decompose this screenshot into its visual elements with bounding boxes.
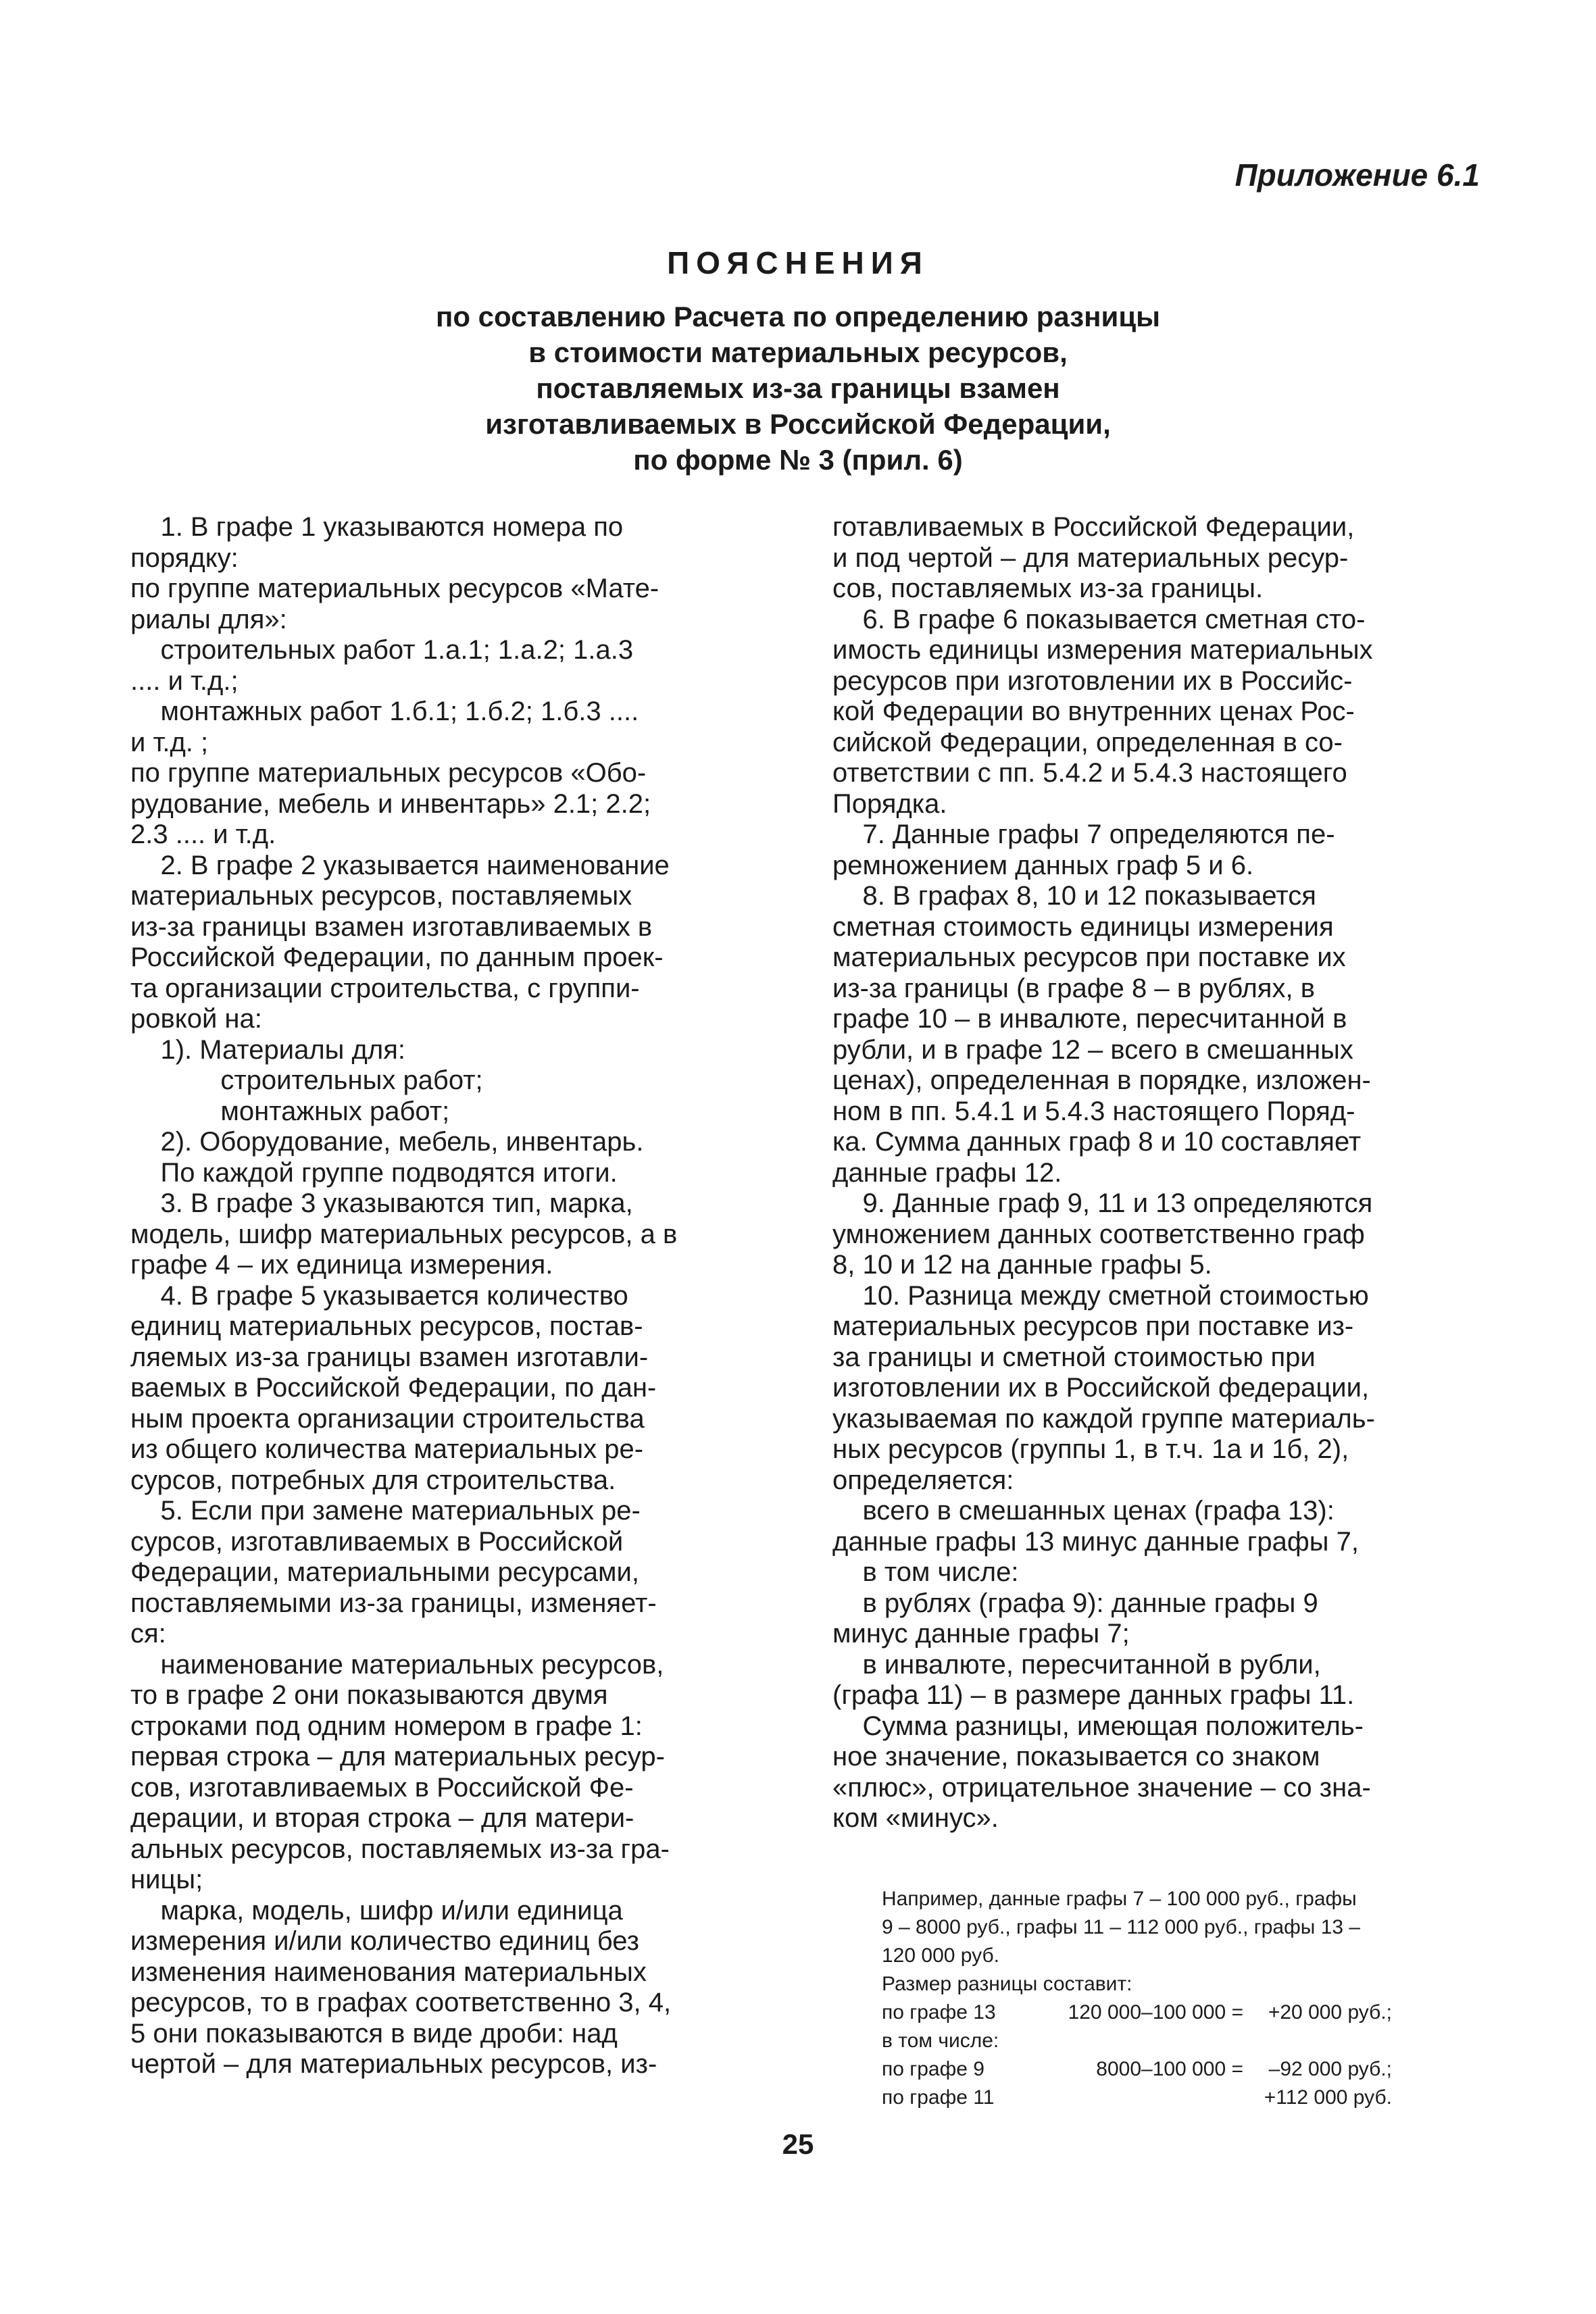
text-line: 9. Данные граф 9, 11 и 13 определяются: [832, 1188, 1373, 1218]
text-line: единиц материальных ресурсов, постав-: [130, 1311, 643, 1341]
text-line: и т.д. ;: [130, 727, 209, 757]
subtitle: [0, 299, 1596, 478]
text-line: дерации, и вторая строка – для матери-: [130, 1803, 634, 1833]
text-line: риалы для»:: [130, 604, 287, 634]
text-line: 4. В графе 5 указывается количество: [130, 1280, 628, 1311]
text-line: Федерации, материальными ресурсами,: [130, 1557, 639, 1587]
subtitle-line: в стоимости материальных ресурсов,: [528, 336, 1068, 368]
text-line: ных ресурсов (группы 1, в т.ч. 1а и 1б, 2),: [832, 1434, 1349, 1464]
calc-row-11: [882, 2084, 1490, 2112]
text-line: ресурсов, то в графах соответственно 3, 4,: [130, 1988, 672, 2017]
text-line: сурсов, потребных для строительства.: [130, 1465, 616, 1495]
text-line: сов, поставляемых из-за границы.: [832, 574, 1264, 603]
text-line: готавливаемых в Российской Федерации,: [832, 512, 1355, 542]
text-line: ваемых в Российской Федерации, по дан-: [130, 1373, 657, 1403]
example-block: [882, 1885, 1490, 2112]
text-line: рудование, мебель и инвентарь» 2.1; 2.2;: [130, 788, 651, 819]
example-line: 9 – 8000 руб., графы 11 – 112 000 руб., графы 13 –: [882, 1916, 1361, 1938]
text-line: 2). Оборудование, мебель, инвентарь.: [130, 1127, 644, 1157]
text-line: .... и т.д.;: [130, 665, 239, 696]
page-title: ПОЯСНЕНИЯ: [667, 245, 929, 280]
subtitle-line: по составлению Расчета по определению разницы: [435, 301, 1161, 332]
text-line: ремножением данных граф 5 и 6.: [832, 850, 1254, 880]
text-line: строками под одним номером в графе 1:: [130, 1711, 643, 1741]
text-line: монтажных работ 1.б.1; 1.б.2; 1.б.3 ....: [130, 697, 639, 726]
calc-result: +112 000 руб.: [1264, 2086, 1392, 2109]
text-line: то в графе 2 они показываются двумя: [130, 1680, 608, 1710]
text-line: поставляемыми из-за границы, изменяет-: [130, 1588, 657, 1618]
subtitle-line: изготавливаемых в Российской Федерации,: [485, 408, 1111, 440]
text-line: определяется:: [832, 1465, 1014, 1495]
text-line: сийской Федерации, определенная в со-: [832, 727, 1343, 757]
text-line: из-за границы взамен изготавливаемых в: [130, 911, 653, 942]
text-line: измерения и/или количество единиц без: [130, 1926, 639, 1956]
text-line: По каждой группе подводятся итоги.: [130, 1157, 618, 1188]
text-line: материальных ресурсов при поставке из-: [832, 1311, 1354, 1341]
text-line: ницы;: [130, 1865, 203, 1894]
text-line: 2. В графе 2 указывается наименование: [130, 850, 670, 880]
text-line: наименование материальных ресурсов,: [130, 1649, 664, 1680]
example-result-intro: Размер разницы составит:: [882, 1973, 1132, 1995]
text-line: 5. Если при замене материальных ре-: [130, 1496, 641, 1526]
text-line: из общего количества материальных ре-: [130, 1434, 644, 1464]
text-line: марка, модель, шифр и/или единица: [130, 1895, 623, 1926]
text-line: Сумма разницы, имеющая положитель-: [832, 1711, 1364, 1741]
subtitle-line: поставляемых из-за границы взамен: [536, 372, 1060, 404]
text-line: сов, изготавливаемых в Российской Фе-: [130, 1772, 634, 1803]
text-line: та организации строительства, с группи-: [130, 973, 640, 1003]
text-line: монтажных работ;: [130, 1096, 450, 1126]
calc-label: по графе 13: [882, 2001, 996, 2023]
example-line: 120 000 руб.: [882, 1944, 999, 1967]
example-in-total: в том числе:: [882, 2030, 999, 2052]
text-line: данные графы 13 минус данные графы 7,: [832, 1526, 1360, 1557]
text-line: ка. Сумма данных граф 8 и 10 составляет: [832, 1127, 1362, 1157]
text-line: по группе материальных ресурсов «Мате-: [130, 574, 659, 603]
calc-row-9: [882, 2055, 1490, 2084]
right-column: [832, 512, 1474, 1834]
text-line: ляемых из-за границы взамен изготавли-: [130, 1342, 649, 1372]
text-line: указываемая по каждой группе материаль-: [832, 1403, 1375, 1434]
text-line: ровкой на:: [130, 1004, 262, 1034]
text-line: строительных работ 1.а.1; 1.а.2; 1.а.3: [130, 635, 634, 665]
text-line: ком «минус».: [832, 1803, 999, 1833]
text-line: 5 они показываются в виде дроби: над: [130, 2018, 618, 2048]
text-line: 8. В графах 8, 10 и 12 показывается: [832, 881, 1316, 911]
text-line: изготовлении их в Российской федерации,: [832, 1373, 1370, 1403]
calc-label: по графе 11: [882, 2086, 995, 2109]
calc-result: –92 000 руб.;: [1268, 2058, 1392, 2080]
text-line: рубли, и в графе 12 – всего в смешанных: [832, 1034, 1353, 1065]
text-line: сметная стоимость единицы измерения: [832, 911, 1334, 942]
text-line: в инвалюте, пересчитанной в рубли,: [832, 1649, 1321, 1680]
text-line: ном в пп. 5.4.1 и 5.4.3 настоящего Поряд-: [832, 1096, 1355, 1126]
text-line: первая строка – для материальных ресур-: [130, 1742, 665, 1771]
text-line: сурсов, изготавливаемых в Российской: [130, 1526, 624, 1557]
text-line: графе 10 – в инвалюте, пересчитанной в: [832, 1004, 1347, 1034]
text-line: Российской Федерации, по данным проек-: [130, 942, 664, 972]
text-line: ответствии с пп. 5.4.2 и 5.4.3 настоящего: [832, 758, 1347, 788]
text-line: 10. Разница между сметной стоимостью: [832, 1280, 1369, 1311]
text-line: ся:: [130, 1619, 166, 1649]
text-line: за границы и сметной стоимостью при: [832, 1342, 1316, 1372]
text-line: 8, 10 и 12 на данные графы 5.: [832, 1250, 1212, 1280]
text-line: 2.3 .... и т.д.: [130, 820, 276, 849]
text-line: изменения наименования материальных: [130, 1957, 647, 1987]
example-line: Например, данные графы 7 – 100 000 руб., графы: [882, 1888, 1357, 1910]
text-line: модель, шифр материальных ресурсов, а в: [130, 1219, 678, 1249]
text-line: чертой – для материальных ресурсов, из-: [130, 2049, 657, 2079]
calc-formula: 8000–100 000 =: [1096, 2058, 1243, 2080]
page-number: 25: [782, 2128, 814, 2160]
text-line: по группе материальных ресурсов «Обо-: [130, 758, 647, 788]
text-line: ресурсов при изготовлении их в Российс-: [832, 665, 1353, 696]
text-line: всего в смешанных ценах (графа 13):: [832, 1496, 1335, 1526]
left-column: [130, 512, 766, 2080]
text-line: 1). Материалы для:: [130, 1034, 405, 1065]
text-line: порядку:: [130, 543, 239, 573]
text-line: в рублях (графа 9): данные графы 9: [832, 1588, 1318, 1618]
text-line: альных ресурсов, поставляемых из-за гра-: [130, 1834, 670, 1864]
text-line: материальных ресурсов при поставке их: [832, 942, 1346, 972]
text-line: кой Федерации во внутренних ценах Рос-: [832, 697, 1355, 726]
text-line: ным проекта организации строительства: [130, 1403, 645, 1434]
text-line: данные графы 12.: [832, 1157, 1062, 1188]
text-line: материальных ресурсов, поставляемых: [130, 881, 632, 911]
text-line: имость единицы измерения материальных: [832, 635, 1373, 665]
text-line: 1. В графе 1 указываются номера по: [130, 512, 624, 542]
text-line: и под чертой – для материальных ресур-: [832, 543, 1349, 573]
text-line: минус данные графы 7;: [832, 1619, 1130, 1649]
calc-formula: [1047, 2084, 1257, 2112]
text-line: 7. Данные графы 7 определяются пе-: [832, 820, 1335, 849]
calc-formula: 120 000–100 000 =: [1068, 2001, 1243, 2023]
text-line: из-за границы (в графе 8 – в рублях, в: [832, 973, 1315, 1003]
subtitle-line: по форме № 3 (прил. 6): [633, 444, 963, 476]
text-line: в том числе:: [832, 1557, 1019, 1587]
text-line: 6. В графе 6 показывается сметная сто-: [832, 604, 1366, 634]
appendix-label: Приложение 6.1: [1235, 157, 1480, 193]
text-line: ное значение, показывается со знаком: [832, 1742, 1320, 1771]
calc-result: +20 000 руб.;: [1268, 2001, 1392, 2023]
text-line: «плюс», отрицательное значение – со зна-: [832, 1772, 1371, 1803]
calc-row-13: [882, 1998, 1490, 2027]
text-line: строительных работ;: [130, 1065, 483, 1095]
text-line: (графа 11) – в размере данных графы 11.: [832, 1680, 1355, 1710]
text-line: умножением данных соответственно граф: [832, 1219, 1365, 1249]
calc-label: по графе 9: [882, 2058, 984, 2080]
text-line: 3. В графе 3 указываются тип, марка,: [130, 1188, 633, 1218]
text-line: графе 4 – их единица измерения.: [130, 1250, 553, 1280]
text-line: Порядка.: [832, 788, 947, 819]
text-line: ценах), определенная в порядке, изложен-: [832, 1065, 1371, 1095]
